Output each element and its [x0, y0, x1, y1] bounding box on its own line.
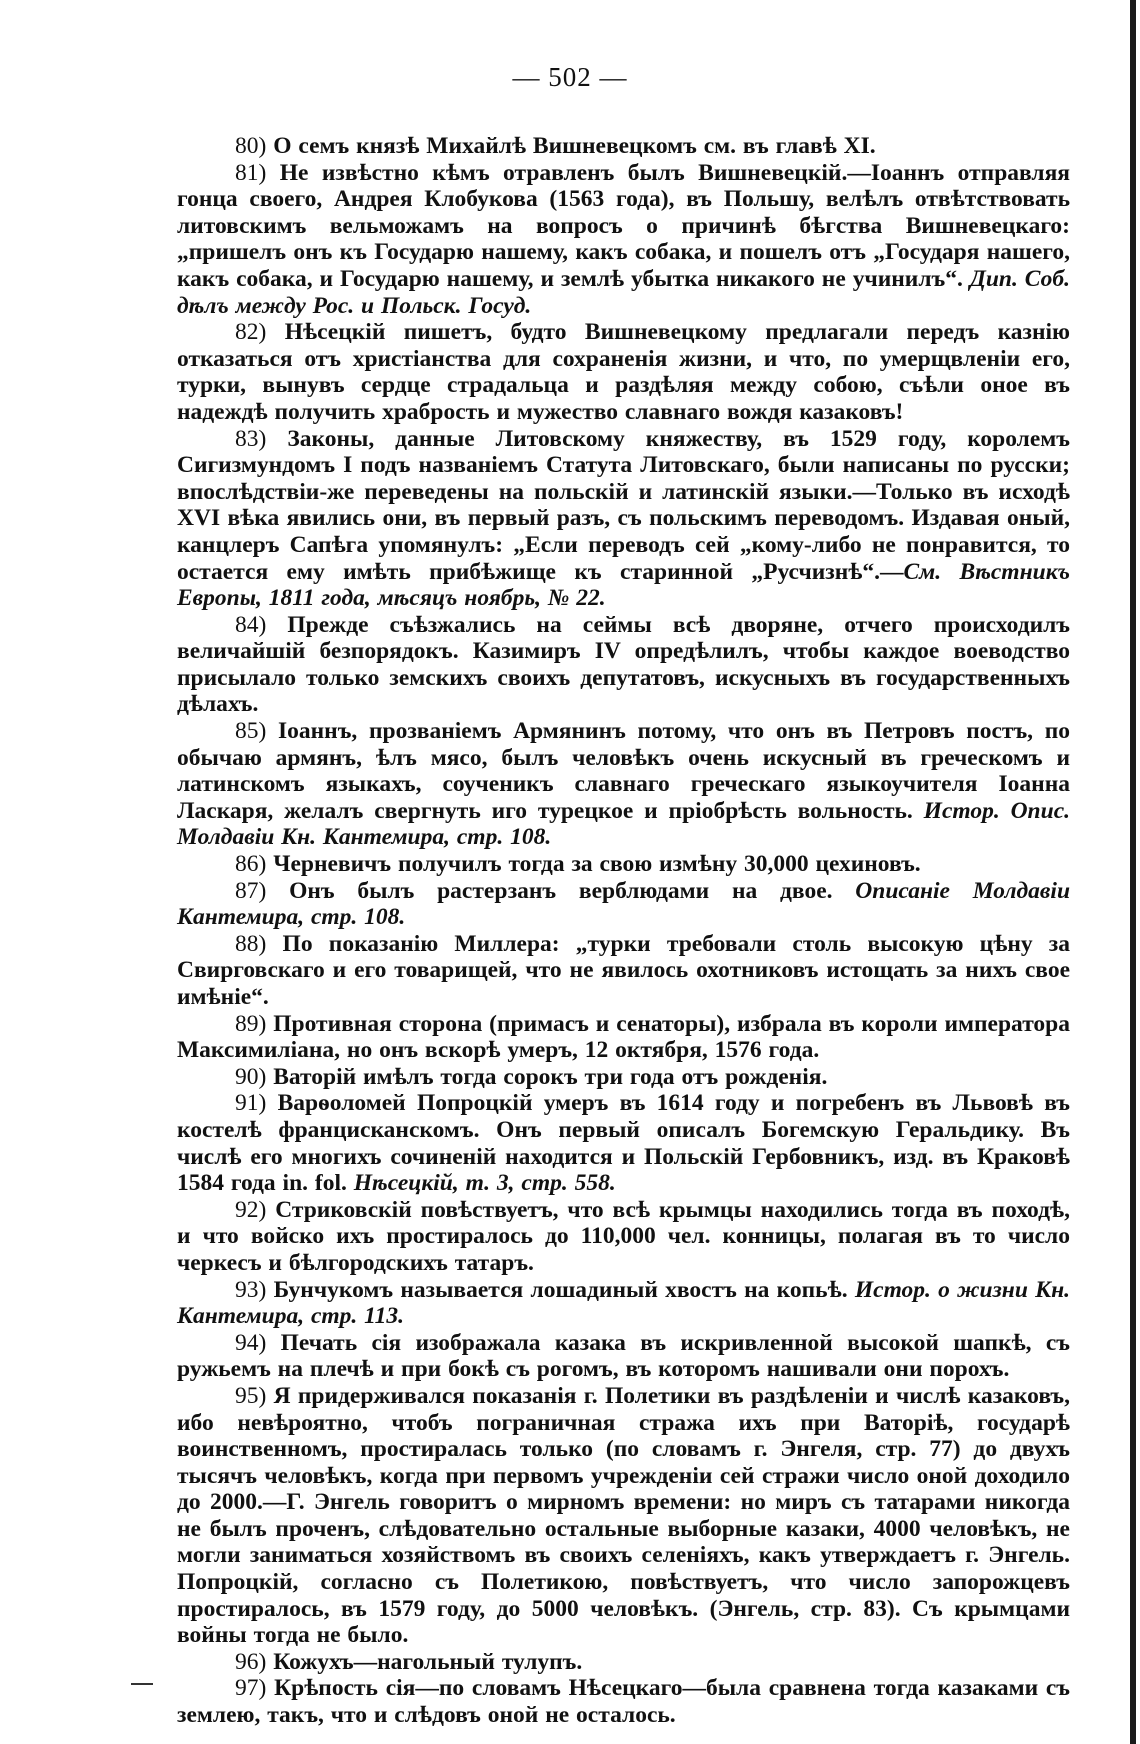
footnote-number: 86)	[235, 851, 267, 878]
footnote-89	[177, 1011, 1070, 1064]
footnote-number: 96)	[235, 1648, 267, 1675]
footnote-text: Я придерживался показанія г. Полетики въ раздѣленіи и числѣ казаковъ, ибо невѣроятно, чтобъ пограничная стража ихъ при Ваторіѣ, государѣ воинственномъ, простиралась только (по словамъ г. Энгеля, стр. 77) до двухъ тысячъ человѣкъ, когда при первомъ учрежденіи сей стражи число оной доходило до 2000.—Г. Энгель говоритъ о мирномъ времени: но миръ съ татарами никогда не былъ проченъ, слѣдовательно остальные выборные казаки, 4000 человѣкъ, не могли заниматься хозяйствомъ въ своихъ селеніяхъ, какъ утверждаетъ г. Энгель. Попроцкій, согласно съ Полетикою, повѣствуетъ, что число запорожцевъ простиралось, въ 1579 году, до 5000 человѣкъ. (Энгель, стр. 83). Съ крымцами войны тогда не было.	[177, 1382, 1070, 1649]
footnote-number: 85)	[235, 718, 267, 745]
footnote-84	[177, 612, 1070, 718]
footnote-82	[177, 319, 1070, 425]
footnote-95	[177, 1383, 1070, 1649]
footnote-92	[177, 1197, 1070, 1277]
footnote-94	[177, 1330, 1070, 1383]
footnote-text: Прежде съѣзжались на сеймы всѣ дворяне, отчего происходилъ величайшій безпорядокъ. Казимиръ IV опредѣлилъ, чтобы каждое воеводство присылало только земскихъ своихъ депутатовъ, искусныхъ въ государственныхъ дѣлахъ.	[177, 611, 1071, 718]
footnote-number: 97)	[235, 1675, 267, 1702]
footnote-number: 88)	[235, 930, 267, 957]
footnote-91	[177, 1090, 1070, 1196]
footnote-text: Варѳоломей Попроцкій умеръ въ 1614 году и погребенъ въ Львовѣ въ костелѣ францисканскомъ. Онъ первый описалъ Богемскую Геральдику. Въ числѣ его многихъ сочиненій находится и Польскій Гербовникъ, изд. въ Краковѣ 1584 года in. fol.	[177, 1090, 1070, 1197]
footnote-96	[177, 1649, 1070, 1676]
footnote-text: Кожухъ—нагольный тулупъ.	[273, 1648, 583, 1675]
footnote-number: 94)	[235, 1329, 267, 1356]
margin-dash-mark	[131, 1683, 153, 1685]
footnote-number: 87)	[235, 877, 267, 904]
footnote-text: О семъ князѣ Михайлѣ Вишневецкомъ см. въ главѣ XI.	[273, 133, 876, 159]
footnote-88	[177, 931, 1070, 1011]
footnote-number: 82)	[235, 319, 267, 346]
footnote-text: Ваторій имѣлъ тогда сорокъ три года отъ рожденія.	[273, 1063, 828, 1090]
footnote-citation: См. Вѣстникъ Европы, 1811 года, мѣсяцъ ноябрь, № 22.	[177, 558, 1070, 612]
footnote-number: 95)	[235, 1382, 267, 1409]
page-edge-rule	[1130, 0, 1136, 1744]
footnote-number: 92)	[235, 1196, 267, 1223]
footnote-81	[177, 160, 1070, 320]
footnote-97	[177, 1675, 1070, 1728]
footnote-text: Крѣпость сія—по словамъ Нѣсецкаго—была сравнена тогда казаками съ землею, такъ, что и слѣдовъ оной не осталось.	[177, 1675, 1071, 1729]
footnote-number: 89)	[235, 1010, 267, 1037]
footnote-number: 84)	[235, 611, 267, 638]
footnote-citation: Описаніе Молдавіи Кантемира, стр. 108.	[177, 877, 1071, 931]
footnote-text: Черневичъ получилъ тогда за свою измѣну 30,000 цехиновъ.	[273, 851, 921, 878]
footnote-text: Стриковскій повѣствуетъ, что всѣ крымцы находились тогда въ походѣ, и что войско ихъ простиралось до 110,000 чел. конницы, полагая въ то число черкесъ и бѣлгородскихъ татаръ.	[177, 1196, 1070, 1276]
footnote-text: Не извѣстно кѣмъ отравленъ былъ Вишневецкій.—Іоаннъ отправляя гонца своего, Андрея Клобукова (1563 года), въ Польшу, велѣлъ отвѣтствовать литовскимъ вельможамъ на вопросъ о причинѣ бѣгства Вишневецкаго: „пришелъ онъ къ Государю нашему, какъ собака, и пошелъ отъ „Государя нашего, какъ собака, и Государю нашему, и землѣ убытка никакого не учинилъ“.	[177, 159, 1071, 292]
footnote-number: 93)	[235, 1276, 267, 1303]
footnote-85	[177, 718, 1070, 851]
footnote-86	[177, 851, 1070, 878]
footnote-83	[177, 426, 1070, 612]
footnote-93	[177, 1277, 1070, 1330]
footnote-citation: Истор. о жизни Кн. Кантемира, стр. 113.	[177, 1276, 1071, 1330]
footnote-citation: Нѣсецкій, т. 3, стр. 558.	[353, 1170, 616, 1197]
footnote-80	[177, 133, 1070, 160]
footnote-number: 91)	[235, 1090, 267, 1117]
footnote-citation: Дип. Соб. дѣлъ между Рос. и Польск. Госуд.	[177, 265, 1070, 319]
footnote-number: 80)	[235, 133, 267, 159]
footnote-text: Іоаннъ, прозваніемъ Армянинъ потому, что онъ въ Петровъ постъ, по обычаю армянъ, ѣлъ мясо, былъ человѣкъ очень искусный въ греческомъ и латинскомъ языкахъ, соученикъ славнаго греческаго языкоучителя Іоанна Ласкаря, желалъ свергнуть иго турецкое и пріобрѣсть вольность.	[177, 718, 1070, 824]
footnotes-list	[177, 133, 1070, 1729]
footnote-number: 81)	[235, 159, 267, 186]
footnote-text: Противная сторона (примасъ и сенаторы), избрала въ короли императора Максимиліана, но онъ вскорѣ умеръ, 12 октября, 1576 года.	[177, 1010, 1070, 1064]
footnote-text: Законы, данные Литовскому княжеству, въ 1529 году, королемъ Сигизмундомъ I подъ названіемъ Статута Литовскаго, были написаны по русски; впослѣдствіи-же переведены на польскій и латинскій языки.—Только въ исходѣ XVI вѣка явились они, въ первый разъ, съ польскимъ переводомъ. Издавая оный, канцлеръ Сапѣга упомянулъ: „Если переводъ сей „кому-либо не понравится, то остается ему имѣть прибѣжище къ старинной „Русчизнѣ“.—	[177, 425, 1071, 585]
page-number: — 502 —	[512, 62, 628, 92]
footnote-number: 83)	[235, 425, 267, 452]
footnote-text: Бунчукомъ называется лошадиный хвостъ на копьѣ.	[273, 1276, 848, 1303]
footnote-number: 90)	[235, 1063, 267, 1090]
footnote-87	[177, 878, 1070, 931]
footnote-text: Печать сія изображала казака въ искривленной высокой шапкѣ, съ ружьемъ на плечѣ и при бокѣ съ рогомъ, въ которомъ нашивали они порохъ.	[177, 1329, 1071, 1383]
footnote-text: Нѣсецкій пишетъ, будто Вишневецкому предлагали передъ казнію отказаться отъ христіанства для сохраненія жизни, и что, по умерщвленіи его, турки, вынувъ сердце страдальца и раздѣляя между собою, съѣли оное въ надеждѣ получить храбрость и мужество славнаго вождя казаковъ!	[177, 319, 1070, 425]
footnote-90	[177, 1064, 1070, 1091]
footnote-text: По показанію Миллера: „турки требовали столь высокую цѣну за Свирговскаго и его товарищей, что не явилось охотниковъ истощать за нихъ свое имѣніе“.	[177, 930, 1071, 1010]
footnote-text: Онъ былъ растерзанъ верблюдами на двое.	[289, 877, 833, 904]
footnote-citation: Истор. Опис. Молдавіи Кн. Кантемира, стр. 108.	[177, 797, 1071, 851]
